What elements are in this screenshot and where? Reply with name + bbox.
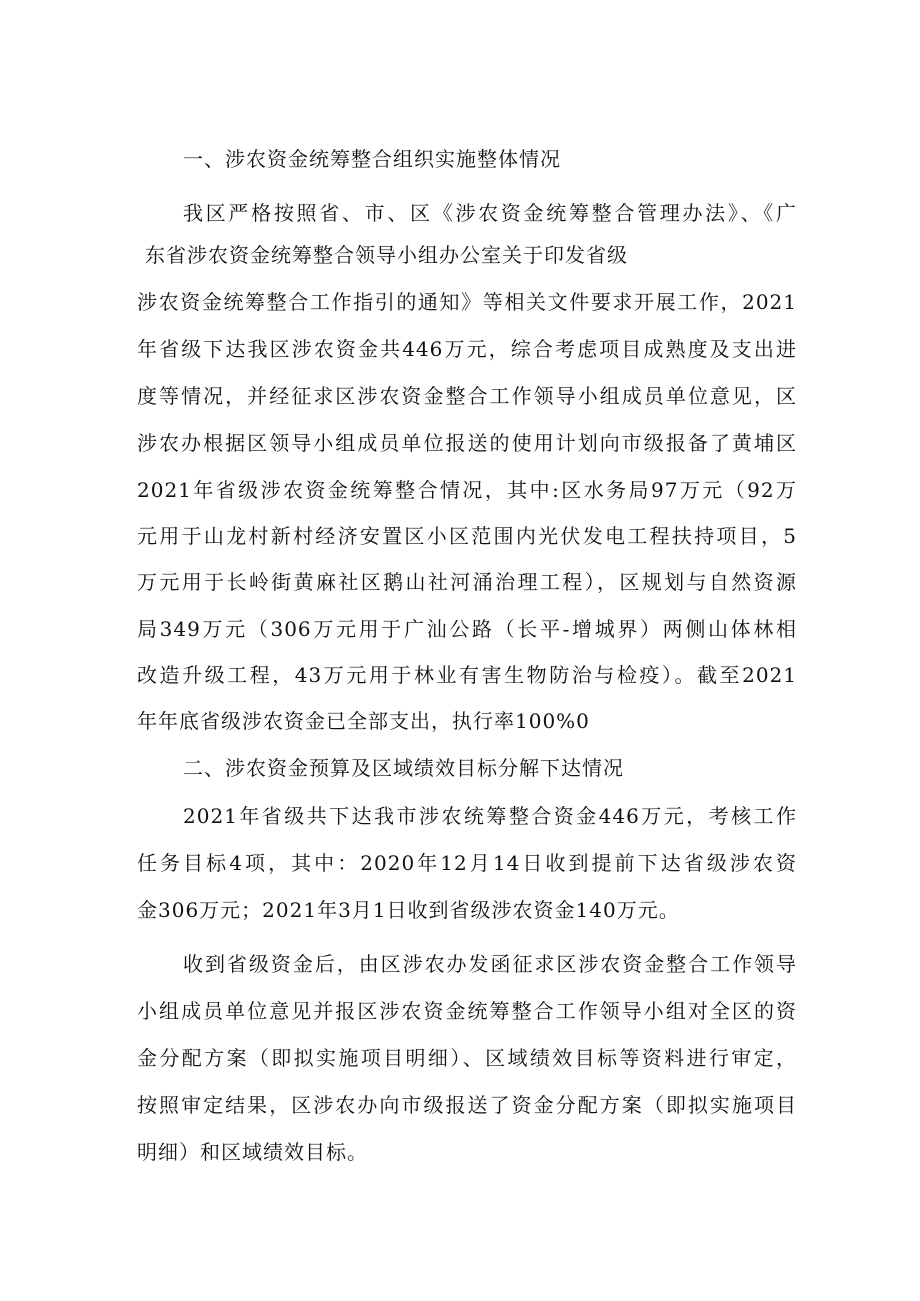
section1-paragraph-line: 东省涉农资金统筹整合领导小组办公室关于印发省级 (145, 243, 628, 267)
section1-heading: 一、涉农资金统筹整合组织实施整体情况 (183, 147, 561, 171)
section1-paragraph-line: 改造升级工程，43万元用于林业有害生物防治与检疫）。截至2021 (137, 663, 797, 687)
section1-paragraph-line: 年省级下达我区涉农资金共446万元，综合考虑项目成熟度及支出进 (137, 337, 797, 361)
section1-paragraph-line: 元用于山龙村新村经济安置区小区范围内光伏发电工程扶持项目，5 (137, 524, 797, 548)
section1-paragraph-line: 年年底省级涉农资金已全部支出，执行率100%0 (137, 709, 590, 733)
section1-paragraph-line: 我区严格按照省、市、区《涉农资金统筹整合管理办法》、《广 (183, 201, 797, 225)
section1-paragraph-line: 万元用于长岭街黄麻社区鹅山社河涌治理工程），区规划与自然资源 (137, 570, 797, 594)
section1-paragraph-line: 度等情况，并经征求区涉农资金整合工作领导小组成员单位意见，区 (137, 384, 797, 408)
section1-paragraph-line: 涉农办根据区领导小组成员单位报送的使用计划向市级报备了黄埔区 (137, 431, 797, 455)
section2-paragraph-line: 2021年省级共下达我市涉农统筹整合资金446万元，考核工作 (183, 804, 797, 828)
section2-paragraph-line: 金分配方案（即拟实施项目明细）、区域绩效目标等资料进行审定， (137, 1046, 797, 1070)
section2-paragraph-line: 金306万元；2021年3月1日收到省级涉农资金140万元。 (137, 898, 680, 922)
section2-paragraph-line: 明细）和区域绩效目标。 (137, 1140, 368, 1164)
section1-paragraph-line: 2021年省级涉农资金统筹整合情况，其中:区水务局97万元（92万 (137, 478, 797, 502)
section2-paragraph-line: 收到省级资金后，由区涉农办发函征求区涉农资金整合工作领导 (183, 952, 797, 976)
section2-heading: 二、涉农资金预算及区域绩效目标分解下达情况 (183, 756, 624, 780)
section1-paragraph-line: 涉农资金统筹整合工作指引的通知》等相关文件要求开展工作，2021 (137, 290, 797, 314)
section2-paragraph-line: 任务目标4项，其中：2020年12月14日收到提前下达省级涉农资 (137, 851, 797, 875)
section2-paragraph-line: 按照审定结果，区涉农办向市级报送了资金分配方案（即拟实施项目 (137, 1093, 797, 1117)
section1-paragraph-line: 局349万元（306万元用于广汕公路（长平-增城界）两侧山体林相 (137, 617, 797, 641)
section2-paragraph-line: 小组成员单位意见并报区涉农资金统筹整合工作领导小组对全区的资 (137, 999, 797, 1023)
